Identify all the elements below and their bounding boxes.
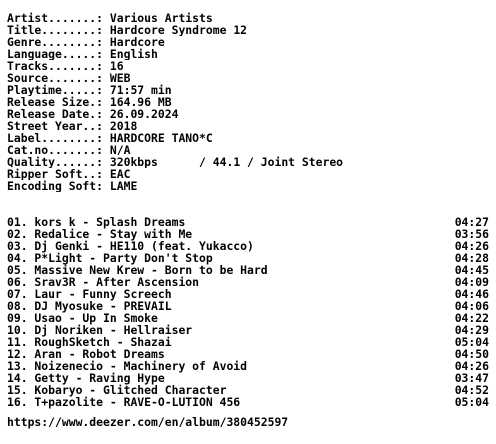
track-duration: 04:09 — [454, 275, 489, 289]
album-url: https://www.deezer.com/en/album/380452597 — [7, 415, 289, 429]
tracklist — [7, 216, 489, 408]
track-title: 14. Getty - Raving Hype — [7, 371, 165, 385]
track-duration: 04:26 — [454, 359, 489, 373]
info-row-tracks: Tracks.......: 16 — [7, 60, 124, 72]
release-info-block — [7, 12, 489, 192]
track-title: 13. Noizenecio - Machinery of Avoid — [7, 359, 248, 373]
track-title: 07. Laur - Funny Screech — [7, 287, 172, 301]
track-duration: 03:56 — [454, 227, 489, 241]
track-duration: 04:28 — [454, 251, 489, 265]
track-title: 01. kors k - Splash Dreams — [7, 215, 186, 229]
info-row-ripper-soft: Ripper Soft..: EAC — [7, 168, 131, 180]
track-title: 03. Dj Genki - HE110 (feat. Yukacco) — [7, 239, 254, 253]
release-info-document — [7, 12, 489, 428]
track-title: 12. Aran - Robot Dreams — [7, 347, 165, 361]
track-row — [7, 396, 489, 408]
info-row-playtime: Playtime.....: 71:57 min — [7, 84, 172, 96]
track-title: 15. Kobaryo - Glitched Character — [7, 383, 227, 397]
spacer — [7, 192, 489, 216]
track-duration: 04:50 — [454, 347, 489, 361]
track-title: 05. Massive New Krew - Born to be Hard — [7, 263, 268, 277]
info-row-label: Label........: HARDCORE TANO*C — [7, 132, 213, 144]
info-row-cat-no: Cat.no.......: N/A — [7, 144, 131, 156]
track-duration: 04:45 — [454, 263, 489, 277]
track-title: 11. RoughSketch - Shazai — [7, 335, 172, 349]
info-row-source: Source.......: WEB — [7, 72, 131, 84]
info-row-quality: Quality......: 320kbps / 44.1 / Joint Stereo — [7, 156, 344, 168]
info-row-street-year: Street Year..: 2018 — [7, 120, 138, 132]
track-title: 16. T+pazolite - RAVE-O-LUTION 456 — [7, 395, 241, 409]
info-row-artist: Artist.......: Various Artists — [7, 12, 213, 24]
track-title: 10. Dj Noriken - Hellraiser — [7, 323, 193, 337]
info-row-title: Title........: Hardcore Syndrome 12 — [7, 24, 248, 36]
track-duration: 05:04 — [454, 395, 489, 409]
track-title: 08. DJ Myosuke - PREVAIL — [7, 299, 172, 313]
track-duration: 04:46 — [454, 287, 489, 301]
track-title: 06. Srav3R - After Ascension — [7, 275, 200, 289]
track-duration: 04:06 — [454, 299, 489, 313]
info-row-language: Language.....: English — [7, 48, 158, 60]
track-title: 04. P*Light - Party Don't Stop — [7, 251, 213, 265]
track-title: 09. Usao - Up In Smoke — [7, 311, 158, 325]
track-title: 02. Redalice - Stay with Me — [7, 227, 193, 241]
info-row-release-date: Release Date.: 26.09.2024 — [7, 108, 179, 120]
track-duration: 04:27 — [454, 215, 489, 229]
info-row-release-size: Release Size.: 164.96 MB — [7, 96, 172, 108]
info-row-genre: Genre........: Hardcore — [7, 36, 165, 48]
info-row-encoding-soft: Encoding Soft: LAME — [7, 180, 138, 192]
track-duration: 05:04 — [454, 335, 489, 349]
track-duration: 04:22 — [454, 311, 489, 325]
track-duration: 03:47 — [454, 371, 489, 385]
track-duration: 04:26 — [454, 239, 489, 253]
track-duration: 04:29 — [454, 323, 489, 337]
track-duration: 04:52 — [454, 383, 489, 397]
